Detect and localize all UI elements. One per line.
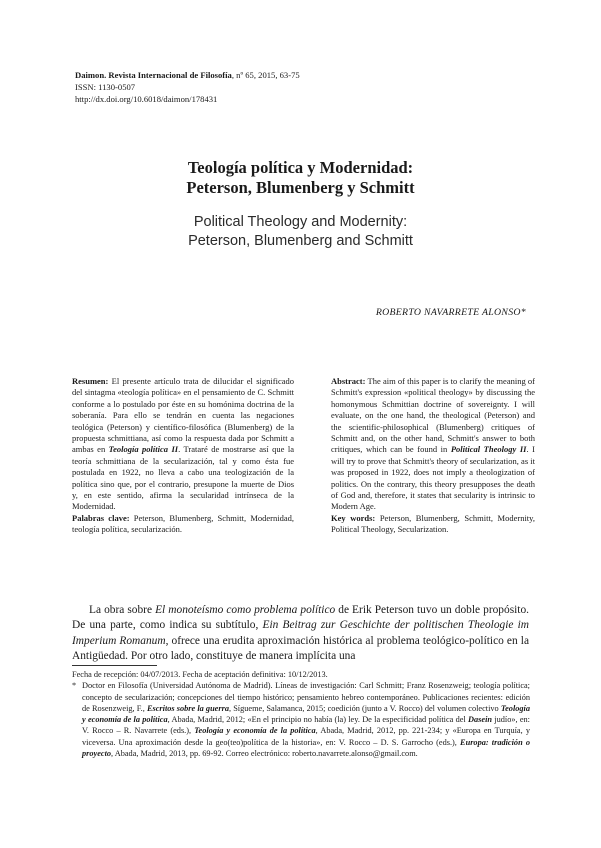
abstract-text-1: The aim of this paper is to clarify the meaning of Schmitt's expression «political theology» by discussing the homonymous Schmittian doctrine of sovereignty. I will evaluate, on the one hand, the theological (Peterson) and the scientific-philosophical (Blumenberg) critiques of Schmitt and, on the other hand, Schmitt's answer to both critiques, which can be found in bbox=[331, 376, 535, 455]
resumen-keywords-text: Peterson, Blumenberg, Schmitt, Modernidad, teología política, secularización. bbox=[72, 512, 294, 535]
resumen-book-title: Teología política II bbox=[108, 444, 179, 455]
journal-citation bbox=[75, 69, 300, 81]
resumen-label: Resumen: bbox=[72, 376, 109, 386]
footnote-title-4: Teología y economía de la política bbox=[194, 726, 316, 736]
title-es-line2: Peterson, Blumenberg y Schmitt bbox=[186, 178, 415, 197]
title-es-line1: Teología política y Modernidad: bbox=[187, 158, 414, 177]
journal-header bbox=[75, 69, 300, 105]
body-text-1: La obra sobre bbox=[89, 604, 156, 616]
body-book-title-1: El monoteísmo como problema político bbox=[155, 604, 336, 616]
footnote-text-2: , Sígueme, Salamanca, 2015; coedición (junto a V. Rocco) del volumen colectivo bbox=[228, 703, 501, 713]
doi-link[interactable]: http://dx.doi.org/10.6018/daimon/178431 bbox=[75, 94, 218, 104]
footnote-mark: * bbox=[72, 681, 77, 691]
abstract-label: Abstract: bbox=[331, 376, 366, 386]
journal-name: Daimon. Revista Internacional de Filosofía bbox=[75, 70, 232, 80]
body-text-3: , ofrece una erudita aproximación histórica al problema teológico-político en la Antigüedad. Por otro lado, constituye de manera implícita una bbox=[72, 634, 530, 663]
abstract-keywords-text: Peterson, Blumenberg, Schmitt, Modernity, Political Theology, Secularization. bbox=[331, 512, 535, 535]
footnote-rule bbox=[72, 665, 157, 666]
title-en-line2: Peterson, Blumenberg and Schmitt bbox=[188, 233, 413, 249]
footnote-dates: Fecha de recepción: 04/07/2013. Fecha de aceptación definitiva: 10/12/2013. bbox=[72, 670, 328, 679]
abstract-paragraph bbox=[331, 376, 535, 513]
author-name bbox=[376, 307, 526, 318]
issn: ISSN: 1130-0507 bbox=[75, 82, 136, 92]
title-spanish bbox=[0, 158, 601, 198]
footnote-title-5: Europa: tradición o proyecto bbox=[82, 737, 530, 759]
journal-details: , nº 65, 2015, 63-75 bbox=[231, 70, 300, 80]
body-paragraph bbox=[72, 603, 529, 665]
body-text bbox=[72, 603, 529, 665]
abstract-text-2: . I will try to prove that Schmitt's theory of secularization, as it was proposed in 1922, does not imply a theologization of politics. On the contrary, this theory presupposes the death of God and, therefore, it states that secularity is intrinsic to Modern Age. bbox=[331, 444, 535, 512]
author-name-text: ROBERTO NAVARRETE ALONSO bbox=[375, 307, 521, 318]
footnote-text-5: , Abada, Madrid, 2012, pp. 221-234; y «Europa en Turquía, y viceversa. Una aproximación desde la geo(teo)política de la historia», en: V. Rocco – D. S. Garrocho (eds.), bbox=[82, 726, 530, 747]
footnote-title-3: Dasein bbox=[468, 715, 493, 725]
abstract-column bbox=[331, 376, 535, 536]
abstract-keywords bbox=[331, 513, 535, 536]
title-english bbox=[0, 213, 601, 251]
footnote-text-4: judío», en: V. Rocco – R. Navarrete (eds.), bbox=[82, 715, 530, 736]
footnote-author bbox=[72, 680, 530, 759]
footnotes bbox=[72, 669, 530, 759]
abstract-keywords-label: Key words: bbox=[331, 512, 376, 523]
footnote-title-2: Teología y economía de la política bbox=[82, 703, 531, 725]
abstract-book-title: Political Theology II bbox=[450, 444, 527, 455]
author-footnote-mark: * bbox=[520, 307, 526, 318]
resumen-column bbox=[72, 376, 294, 536]
resumen-keywords bbox=[72, 513, 294, 536]
body-text-2: de Erik Peterson tuvo un doble propósito. De una parte, como indica su subtítulo, bbox=[72, 604, 529, 632]
body-book-title-2: Ein Beitrag zur Geschichte der politischen Theologie im Imperium Romanum bbox=[72, 619, 529, 647]
footnote-text-3: , Abada, Madrid, 2012; «En el principio no había (la) ley. De la especificidad política del bbox=[167, 715, 469, 725]
footnote-text-1: Doctor en Filosofía (Universidad Autónoma de Madrid). Líneas de investigación: Carl Schmitt; Franz Rosenzweig; teología política; concepto de secularización; concepciones del tiempo histórico; pensamiento hebreo contemporáneo. Publicaciones recientes: edición de Rosenzweig, F., bbox=[82, 681, 530, 713]
title-en-line1: Political Theology and Modernity: bbox=[193, 214, 408, 230]
resumen-text-2: . Trataré de mostrarse así que la teoría schmittiana de la secularización, tal y como ésta fue postulada en 1922, no lleva a cabo una teologización de la política sino que, por el contrario, presupone la muerte de Dios y, en este sentido, afirma la secularidad intrínseca de la Modernidad. bbox=[72, 444, 294, 512]
resumen-keywords-label: Palabras clave: bbox=[72, 512, 130, 523]
resumen-text-1: El presente artículo trata de dilucidar el significado del sintagma «teología política» en el pensamiento de C. Schmitt conforme a lo postulado por éste en su homónima doctrina de la soberanía. Para ello se tendrán en cuenta las negaciones teológica (Peterson) y científico-filosófica (Blumenberg) de la propuesta schmittiana, así como la respuesta dada por Schmitt a ambas en bbox=[72, 376, 294, 455]
resumen-paragraph bbox=[72, 376, 294, 513]
footnote-title-1: Escritos sobre la guerra bbox=[146, 703, 229, 713]
footnote-text-6: , Abada, Madrid, 2013, pp. 69-92. Correo electrónico: roberto.navarrete.alonso@gmail.com. bbox=[111, 749, 418, 759]
